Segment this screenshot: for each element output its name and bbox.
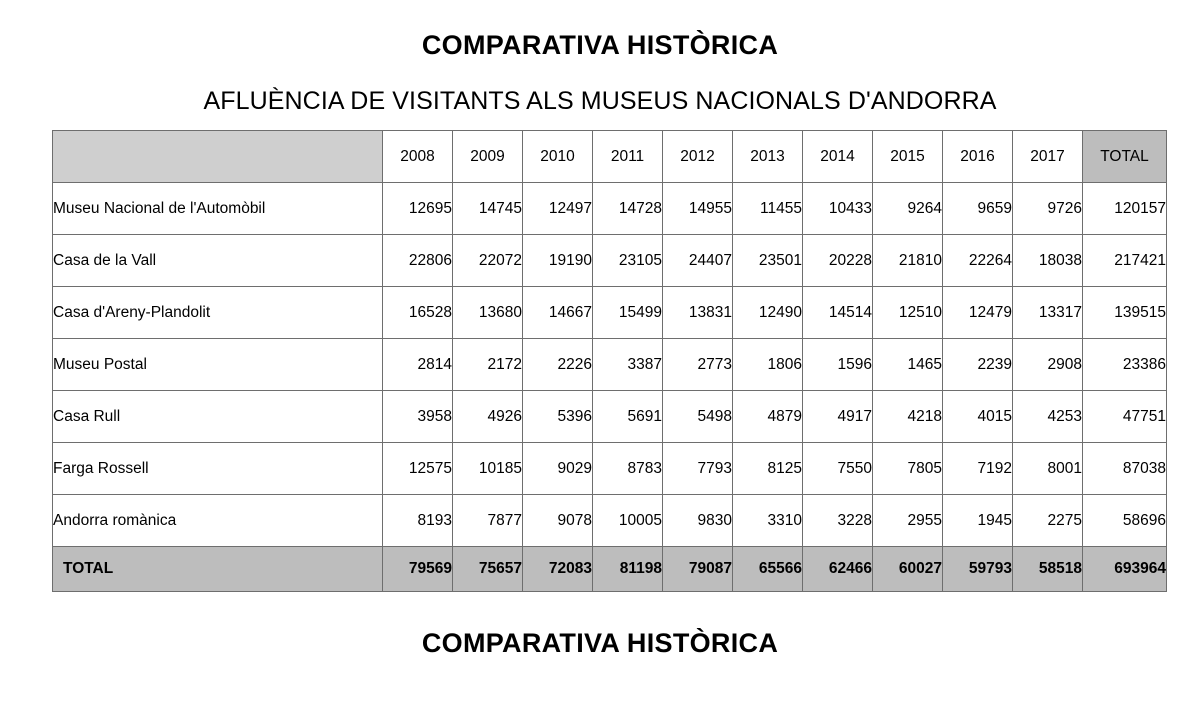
column-header-2015: 2015 <box>873 131 943 183</box>
column-header-2017: 2017 <box>1013 131 1083 183</box>
cell-value: 3387 <box>593 339 663 391</box>
cell-value: 5498 <box>663 391 733 443</box>
cell-value: 11455 <box>733 183 803 235</box>
cell-value: 13831 <box>663 287 733 339</box>
cell-value: 14955 <box>663 183 733 235</box>
cell-value: 22806 <box>383 235 453 287</box>
cell-value: 12497 <box>523 183 593 235</box>
cell-value: 2172 <box>453 339 523 391</box>
cell-value: 13317 <box>1013 287 1083 339</box>
cell-value: 7192 <box>943 443 1013 495</box>
row-label: Casa d'Areny-Plandolit <box>53 287 383 339</box>
column-total: 58518 <box>1013 547 1083 592</box>
cell-value: 7793 <box>663 443 733 495</box>
cell-value: 15499 <box>593 287 663 339</box>
table-row <box>53 235 1167 287</box>
table-total-row <box>53 547 1167 592</box>
cell-value: 21810 <box>873 235 943 287</box>
column-header-2011: 2011 <box>593 131 663 183</box>
cell-value: 23105 <box>593 235 663 287</box>
cell-value: 4926 <box>453 391 523 443</box>
row-label: Museu Nacional de l'Automòbil <box>53 183 383 235</box>
column-total: 65566 <box>733 547 803 592</box>
cell-value: 9659 <box>943 183 1013 235</box>
column-header-2013: 2013 <box>733 131 803 183</box>
row-total: 87038 <box>1083 443 1167 495</box>
cell-value: 12575 <box>383 443 453 495</box>
cell-value: 13680 <box>453 287 523 339</box>
table-row <box>53 495 1167 547</box>
cell-value: 3228 <box>803 495 873 547</box>
cell-value: 9830 <box>663 495 733 547</box>
row-total: 217421 <box>1083 235 1167 287</box>
column-total: 79569 <box>383 547 453 592</box>
column-total: 60027 <box>873 547 943 592</box>
cell-value: 12695 <box>383 183 453 235</box>
table-row <box>53 339 1167 391</box>
cell-value: 10433 <box>803 183 873 235</box>
column-total: 79087 <box>663 547 733 592</box>
cell-value: 12479 <box>943 287 1013 339</box>
column-header-2009: 2009 <box>453 131 523 183</box>
page-subtitle: AFLUÈNCIA DE VISITANTS ALS MUSEUS NACIONALS D'ANDORRA <box>203 87 997 115</box>
cell-value: 4015 <box>943 391 1013 443</box>
cell-value: 2773 <box>663 339 733 391</box>
cell-value: 22264 <box>943 235 1013 287</box>
table-row <box>53 443 1167 495</box>
row-label: Museu Postal <box>53 339 383 391</box>
cell-value: 8001 <box>1013 443 1083 495</box>
column-header-2010: 2010 <box>523 131 593 183</box>
column-total: 62466 <box>803 547 873 592</box>
row-total: 139515 <box>1083 287 1167 339</box>
cell-value: 9029 <box>523 443 593 495</box>
cell-value: 14667 <box>523 287 593 339</box>
cell-value: 4917 <box>803 391 873 443</box>
page-title: COMPARATIVA HISTÒRICA <box>421 30 779 60</box>
cell-value: 4879 <box>733 391 803 443</box>
table-row <box>53 287 1167 339</box>
cell-value: 8193 <box>383 495 453 547</box>
cell-value: 7805 <box>873 443 943 495</box>
table-row <box>53 391 1167 443</box>
column-total: 59793 <box>943 547 1013 592</box>
cell-value: 14728 <box>593 183 663 235</box>
cell-value: 18038 <box>1013 235 1083 287</box>
cell-value: 1945 <box>943 495 1013 547</box>
table-body <box>53 183 1167 592</box>
cell-value: 2814 <box>383 339 453 391</box>
total-row-label: TOTAL <box>53 547 383 592</box>
cell-value: 4218 <box>873 391 943 443</box>
row-label: Andorra romànica <box>53 495 383 547</box>
page-footer-title: COMPARATIVA HISTÒRICA <box>421 628 779 658</box>
cell-value: 7877 <box>453 495 523 547</box>
cell-value: 9078 <box>523 495 593 547</box>
cell-value: 16528 <box>383 287 453 339</box>
cell-value: 9726 <box>1013 183 1083 235</box>
cell-value: 2239 <box>943 339 1013 391</box>
row-total: 23386 <box>1083 339 1167 391</box>
cell-value: 7550 <box>803 443 873 495</box>
cell-value: 10005 <box>593 495 663 547</box>
row-label: Casa Rull <box>53 391 383 443</box>
cell-value: 9264 <box>873 183 943 235</box>
cell-value: 3958 <box>383 391 453 443</box>
column-total: 81198 <box>593 547 663 592</box>
cell-value: 1806 <box>733 339 803 391</box>
slide-root <box>0 30 1200 705</box>
cell-value: 2908 <box>1013 339 1083 391</box>
row-label: Farga Rossell <box>53 443 383 495</box>
cell-value: 14514 <box>803 287 873 339</box>
cell-value: 20228 <box>803 235 873 287</box>
cell-value: 1596 <box>803 339 873 391</box>
column-header-2016: 2016 <box>943 131 1013 183</box>
cell-value: 3310 <box>733 495 803 547</box>
cell-value: 1465 <box>873 339 943 391</box>
column-header-2008: 2008 <box>383 131 453 183</box>
cell-value: 8783 <box>593 443 663 495</box>
column-header-2014: 2014 <box>803 131 873 183</box>
column-header-2012: 2012 <box>663 131 733 183</box>
cell-value: 4253 <box>1013 391 1083 443</box>
table-container <box>0 130 1200 592</box>
table-header-row <box>53 131 1167 183</box>
cell-value: 12510 <box>873 287 943 339</box>
cell-value: 5691 <box>593 391 663 443</box>
cell-value: 10185 <box>453 443 523 495</box>
column-header-total: TOTAL <box>1083 131 1167 183</box>
cell-value: 8125 <box>733 443 803 495</box>
row-label: Casa de la Vall <box>53 235 383 287</box>
cell-value: 14745 <box>453 183 523 235</box>
row-total: 120157 <box>1083 183 1167 235</box>
column-total: 75657 <box>453 547 523 592</box>
cell-value: 5396 <box>523 391 593 443</box>
cell-value: 22072 <box>453 235 523 287</box>
grand-total: 693964 <box>1083 547 1167 592</box>
row-total: 58696 <box>1083 495 1167 547</box>
table-corner-cell <box>53 131 383 183</box>
visitors-table <box>52 130 1167 592</box>
cell-value: 19190 <box>523 235 593 287</box>
cell-value: 2955 <box>873 495 943 547</box>
column-total: 72083 <box>523 547 593 592</box>
row-total: 47751 <box>1083 391 1167 443</box>
cell-value: 2275 <box>1013 495 1083 547</box>
cell-value: 2226 <box>523 339 593 391</box>
cell-value: 23501 <box>733 235 803 287</box>
cell-value: 24407 <box>663 235 733 287</box>
table-row <box>53 183 1167 235</box>
cell-value: 12490 <box>733 287 803 339</box>
